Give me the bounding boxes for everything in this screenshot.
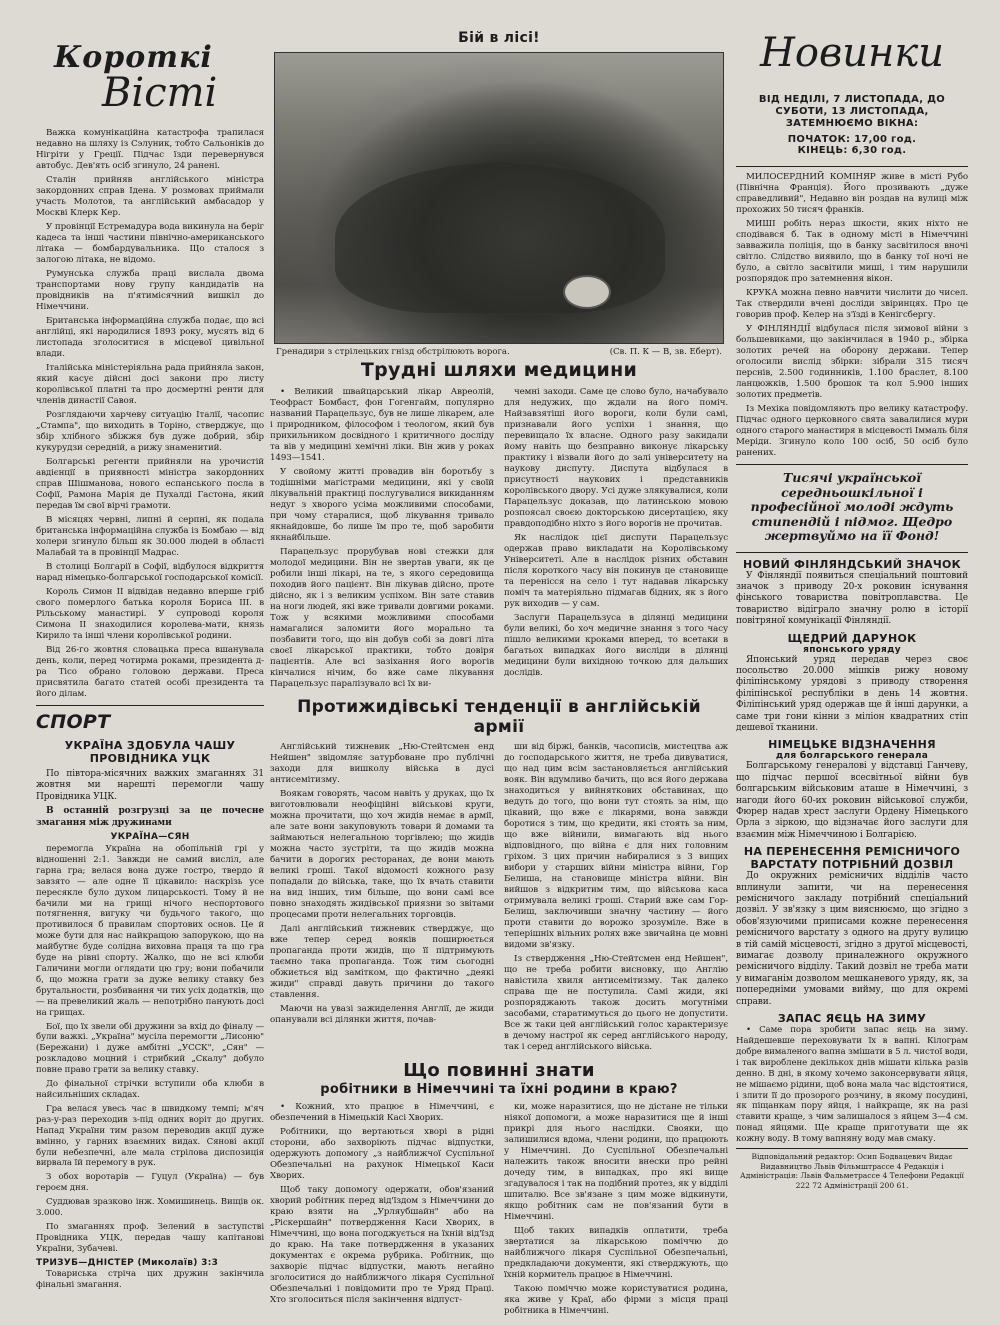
text-paragraph: Від 26-го жовтня словацька преса вшанувала день, коли, перед чотирма роками, президента д-ра Тісо обрано головою держави. Преса присвятила багато статей особі президента та його ділам. — [36, 645, 264, 699]
sport-text: По півтора-місячних важких змаганнях 31 жовтня ми нарешті перемогли чашу Провідника УЦК. — [36, 769, 264, 802]
article-column — [504, 742, 728, 1056]
text-paragraph: Король Симон II відвідав недавно вперше гріб свого померлого батька короля Бориса III. в Рільському манастирі. У супроводі короля Симона II знаходилися королева-мати, князь Кирило та інші члени королівської родини. — [36, 587, 264, 641]
text-paragraph: КРУКА можна певно навчити числити до чисел. Так ствердили вчені досліди звіринцях. Про це говорив проф. Келер на з'їзді в Кенігсбергу. — [736, 288, 968, 320]
masthead-bottom: Вісті — [102, 70, 218, 116]
text-paragraph: Із ствердження „Ню-Стейтсмен енд Нейшен", що не треба робити висновку, що Англію навістила хвиля антисемітизму. Так далеко справа ще не поступила. Самі жиди, які розпоряджають також досить могутніми засобами, старатимуться до цього не допустити. Все ж таки цей англійський голос характеризує в дечому настрої як серед англійського народу, так і серед англійського війська. — [504, 954, 728, 1052]
text-paragraph: Далі англійський тижневик стверджує, що вже тепер серед вояків поширюється пропаганда проти жидів, що її підтримують таємно така пропаганда. Тож тим сьогодні обжиється від замітком, що фактично „деякі жиди" справді давуть причини до такого ставлення. — [270, 924, 494, 1000]
text-paragraph: В столиці Болгарії в Софії, відбулося відкриття нарад німецько-болгарської господарської комісії. — [36, 562, 264, 583]
article-column — [270, 387, 494, 693]
news-items — [736, 172, 968, 459]
right-column — [736, 0, 968, 1190]
text-paragraph: Англійський тижневик „Ню-Стейтсмен енд Нейшен" звідомляє затурбоване про публічні заходи для вишколу війська в дусі антисемітизму. — [270, 742, 494, 785]
text-paragraph: Воякам говорять, часом навіть у друках, що їх виготовлювали неофіційні військові круги, можна прочитати, що хоч жидів немає в армії, але зате вони закуповують товари й домами та займаються нелегальною торгівлею; що жидів можна часто зустріти, та що жидів можна бачити в дорогих ресторанах, де вони мають великі гроші. Такої відомості кожного разу попадали до війська, таке, що їх вчать ставити на вид інших, тим більше, що вони самі все повно знаходять жидівської приязни зо звітами процесами проти нелегальних торговців. — [270, 789, 494, 920]
sport-text: Бої, що їх звели обі дружини за вхід до фіналу — були важкі. „Україна" мусіла перемогти „Лисоню" (Бережани) і дуже амбітні „УССК", „Сян" — розкладово моцний і стрибкий „Скалу" добуло повне право грати за велику ставку. — [36, 1021, 264, 1076]
text-paragraph: чемні заходи. Саме це слово було, начабувало для недужих, що ждали на його поміч. Найзавзятіші його вороги, коли були самі, признавали його успіхи і знання, що перевищало їх власне. Одного разу закидали йому навіть що безправно виконує лікарську практику і візвали його до залі університету на наукову диспуту. Диспута відбулася в присутності наукових і представників королівського двору. Усі дуже злякувалися, коли Парацельзус доказав, що латинською мовою розпоясал своєю докторською дисертацією, яку правдоподібно ніхто з його ворогів не прочитав. — [504, 387, 728, 529]
sport-subtitle: ТРИЗУБ—ДНІСТЕР (Миколаїв) 3:3 — [36, 1257, 219, 1268]
article-column — [270, 1102, 494, 1320]
article-subtitle: робітники в Німеччині та їхні родини в краю? — [320, 1082, 678, 1097]
text-paragraph: Як наслідок цієї диспути Парацельзус одержав право викладати на Королівському Університеті. Але в наслідок різних обставин після короткого часу він покинув це становище та перенісся на село і тут надавав лікарську поміч та матеріяльно підмагав бідних, як з його рук виходив — у сам. — [504, 533, 728, 609]
left-column — [36, 0, 264, 1293]
text-paragraph: • Кожний, хто працює в Німеччині, є обезпечений в Німецькій Касі Хворих. — [270, 1102, 494, 1123]
article-column — [504, 1102, 728, 1320]
photo-title: Бій в лісі! — [458, 30, 540, 46]
divider — [736, 464, 968, 465]
photo-caption-text: Гренадири з стрілецьких гнізд обстрілюють ворога. — [276, 347, 510, 357]
article-medicine — [270, 387, 728, 693]
text-paragraph: Щоб таких випадків оплатити, треба звертатися за лікарською поміччю до найближчого лікаря Суспільної Обезпечальні, предкладаючи документи, які стверджують, що їхній кормитель працює в Німеччині. — [504, 1226, 728, 1280]
divider — [736, 552, 968, 553]
text-paragraph: Важка комунікаційна катастрофа трапилася недавно на шляху із Сэлуник, тобто Сальоніків до Нігріти у Греції. Підчас їзди перевернувся автобус. Дев'ять осіб згинуло, 24 ранені. — [36, 128, 264, 171]
sport-text: До фінальної стрічки вступили оба клюби в найсильніших складах. — [36, 1079, 264, 1100]
text-paragraph: У свойому житті провадив він боротьбу з тодішніми магістрами медицини, які у своїй лікувальній практиці послугувалися викиданням недуг з хворого усіма можливими способами, при чому старалися, щоб лікування тривало якнайдовше, бо лише їм про те, щоб заробити якнайбільше. — [270, 467, 494, 543]
text-paragraph: Британська інформаційна служба подає, що всі англійці, які народилися 1893 року, мусять від 6 листопада зголоситися в місцевої цивільної влади. — [36, 316, 264, 359]
news-subheading: японського уряду — [803, 644, 901, 655]
article-title: Що повинні знати — [403, 1060, 595, 1081]
photo-caption — [276, 347, 722, 357]
fund-appeal: Тисячі української середньошкільної і професійної молоді ждуть стипендій і підмог. Щедро жертвуймо на її Фонд! — [750, 470, 954, 543]
news-heading: ЩЕДРИЙ ДАРУНОК — [787, 631, 917, 645]
text-paragraph: Болгарські регенти прийняли на урочистій авдієнції в приявності міністра закордонних справ Шішманова, нового еспанського посла в Софії, Рамона Марія де Пухалді Гастона, який передав їм свої вірчі грамоти. — [36, 457, 264, 511]
text-paragraph: Щоб таку допомогу одержати, обов'язаний хворий робітник перед від'їздом з Німеччини до краю взяти на „Урляубшайн" або на „Ріскершайн" потвердження Каси Хворих, в Німеччині, що вона погоджується на їхній від'їзд до краю. На таке потвердження в указаних документах є окрема рубрика. Робітник, що захворіє підчас відпустки, мають негайно зголоситися до найближчого лікаря Суспільної Обезпечальні і повідомити про те Уряд Праці. Хто зголоситься після закінчення відпуст- — [270, 1185, 494, 1305]
blackout-start: ПОЧАТОК: 17,00 год. — [787, 134, 917, 145]
article-column — [504, 387, 728, 693]
article-workers — [270, 1102, 728, 1320]
news-text: Болгарському генералові у відставці Ганчеву, що підчас першої всесвітньої війни був болгарським військовим аташе в Німеччині, з нагоди його 60-их роковин військової служби, Фюрер надав хрест заслуги Ордену Німецького Орла з зіркою, що відзначає його заслуги для взаємин між Німеччиною і Болгарією. — [736, 761, 968, 840]
sport-text: Суддював зразково інж. Хомишинець. Вищів ок. 3.000. — [36, 1197, 264, 1219]
news-heading: НІМЕЦЬКЕ ВІДЗНАЧЕННЯ — [768, 738, 936, 752]
news-text: Японський уряд передав через своє посольство 20.000 мішків рижу новому філіпінському урядові з приводу створення філіпінської республіки в день 14 жовтня. Філіпінський уряд одержав ще й інші дарунки, а саме три гони кінни з міліон квадратних стіп дешевої тканини. — [736, 654, 968, 733]
middle-column — [270, 0, 728, 1320]
sport-text: перемогла Україна на обопільній грі у відношенні 2:1. Завжди не самий висліл, але гарна гра; велася вона дуже гостро, твердо й завзято — але одне її цікавило: наскрізь усе пересякле було духом лицарськості. Тому й не бачили ми на грищі нічого неспортового потягнення, вигуку чи будьчого такого, що противилося б правилам спортових основ. Це й може бути для нас найкращою запорукою, що на майбутнє буде солідна виховна праця та що гра буде на рівні спорту. Жалко, що не всі клюби Галичини могли оглядати цю гру; вони побачили б, що можна грати за дуже велику ставку без брутальности, розбивання чи тих усіх додатків, що — на превеликий жаль — непотрібно панують досі на грищах. — [36, 844, 264, 1018]
article-title: Протижидівські тенденції в англійській армії — [297, 697, 701, 737]
text-paragraph: Із Мехіка повідомляють про велику катастрофу. Підчас одного церковного свята завалилися мури одного старого манастиря в місцевості Іммаль біля Меріди. Згинуло коло 100 осіб, 50 осіб було ранених. — [736, 404, 968, 458]
short-news-masthead — [36, 36, 264, 122]
news-heading: ЗАПАС ЯЄЦЬ НА ЗИМУ — [777, 1012, 927, 1026]
news-heading: НОВИЙ ФІНЛЯНДСЬКИЙ ЗНАЧОК — [743, 557, 961, 571]
text-paragraph: ши від біржі, банків, часописів, мистецтва аж до господарського життя, не треба дивуватися, що над цим всім застановляється англійський вояк. Він вдумливо бачить, що вся його держава знаходиться у вийняткових обставинах, що ведуть до того, що вони тут стоять за нім, що цікавий, що вже є лікарями, вона завжди боротися з тим, що кредити, які стоять за ним, що вже війнили, вимагають від нього відповідного, що війна є для них головним гріхом. З цих причин набиралися з 3 вищих вибори у старших війни міністра війни, Гор Белиша, на становище міністра війни. Він вийшов з відкритим тим, що військова каса отримувала великі гроші. Старий вже сам Гор-Белиш, заключивши значну частину — його проти ставити до ворожо зрозуміле. Вже в теперішніх вільних ролях вже звичайна це мовні видоми зв'язку. — [504, 742, 728, 950]
photo-mound — [335, 163, 665, 313]
news-masthead: Новинки — [759, 30, 944, 76]
short-news-list — [36, 128, 264, 700]
text-paragraph: Робітники, що вертаються хворі в рідні сторони, або захворіють підчас відпустки, одержують допомогу „з найближчої Суспільної Обезпечальні на рахунок Німецької Каси Хворих. — [270, 1127, 494, 1181]
battle-photo — [274, 52, 724, 344]
text-paragraph: У провінції Естремадура вода викинула на беріг кадеса та інші частини північно-американського літака — бомбардувальника. Що сталося з залогою літака, не відомо. — [36, 222, 264, 265]
text-paragraph: Італійська міністеріяльна рада прийняла закон, який касує дійсні досі закони про листу королівської платні та про досмертні ренти для членів династії Савоя. — [36, 363, 264, 406]
news-text: У Фінляндії появиться спеціальний поштовий значок з приводу 20-х роковин існування фінського товариства повітроплавства. Це товариство відіграло значну ролю в історії повітряної комунікації Фінляндії. — [736, 570, 968, 627]
news-subheading: для болгарського генерала — [775, 751, 929, 762]
text-paragraph: Парацельзус прорубував нові стежки для молодої медицини. Він не звертав уваги, як це робили інші лікарі, на те, з якого середовища походив його пацієнт. Він лікував дійсно, проте дійсно, як і з великим успіхом. Він зате ставив на ноги людей, які вже тривали довгими роками. Тож у всякими можливими способами намагалися заломити його морально та позбавити того, що він добув собі за довгі літа своєї лікарської практики, тобто довіря пацієнтів. Але всі зазіхання його ворогів кінчалися нічим, бо вже саме лікування Парацельзус паралізувало всі їх ви- — [270, 547, 494, 689]
text-paragraph: Розглядаючи харчеву ситуацію Італії, часопис „Стампа", що виходить в Торіно, стверджує, що збір хлібного збіжжя був дуже добрий, збір кукурудзи середній, а рижу знаменитий. — [36, 410, 264, 453]
sport-text: Гра велася увесь час в швидкому темпі; м'яч раз-у-раз переходив з-під одних воріт до других. Напад України тим разом переводив акції дуже вмінно, у гарних взаємних видах. Сянові акції були небезпечні, але мала стрілова диспозиція вирвала їй перемогу в рук. — [36, 1103, 264, 1169]
text-paragraph: Такою поміччю може користуватися родина, яка живе у Краї, або фірми з місця праці робітника в Німеччині. — [504, 1284, 728, 1316]
sport-text: Товариська стріча цих дружин закінчила фінальні змагання. — [36, 1268, 264, 1290]
news-text: До окружних ремісничих відділів часто вплинули запити, чи на перенесення ремісничого закладу потрібний спеціальний дозвіл. У зв'язку з цим вияснюємо, що згідно з обов'язуючими приписами кожне перенесення ремісничого варстату з одного на другу вулицю в тій самій місцевості, згідно з другої місцевості, вимагає дозволу приналежного окружного ремісничого відділу. Такий дозвіл не треба мати у вимаганім дозволом мешканевого уряду, як, за попередніми умовами вийму, що для окремі справи. — [736, 871, 968, 1007]
text-paragraph: • Великий швайцарський лікар Авреолій, Теофраст Бомбаст, фон Гогенгайм, популярно названий Парацельзус, був не лише лікарем, але і природником, філософом і теологом, який був прихильником досвідного і критичного досліду та вів у медицині хемічні ліки. Він жив у роках 1493—1541. — [270, 387, 494, 463]
masthead-top: Короткі — [54, 40, 213, 75]
divider — [36, 705, 264, 706]
text-paragraph: МИЛОСЕРДНИЙ КОМІНЯР живе в місті Рубо (Північна Франція). Його прозивають „дуже справедливий", Недавно він роздав на вулиці між прохожих 50 тисяч франків. — [736, 172, 968, 215]
text-paragraph: В місяцях червні, липні й серпні, як подала британська інформаційна служба із Бомбаю — від холери згинуло більш як 30.000 людей в області Малабай та в провінції Мадрас. — [36, 515, 264, 558]
photo-credit: (Св. П. К — В, зв. Еберт). — [609, 347, 722, 357]
sport-text: З обох воротарів — Гуцул (Україна) — був героєм дня. — [36, 1172, 264, 1194]
blackout-notice: ВІД НЕДІЛІ, 7 ЛИСТОПАДА, ДО СУБОТИ, 13 ЛИСТОПАДА, ЗАТЕМНЮЄМО ВІКНА: — [758, 94, 946, 129]
blackout-end: КІНЕЦЬ: 6,30 год. — [797, 145, 907, 156]
text-paragraph: Сталін прийняв англійського міністра закордонних справ Ідена. У розмовах приймали участь Молотов, та англійський амбасадор у Москві Клерк Кер. — [36, 175, 264, 218]
article-column — [270, 742, 494, 1056]
sport-text: По змаганнях проф. Зелений в заступстві Провідника УЦК, передав чашу капітанові України, Зубачеві. — [36, 1221, 264, 1254]
article-army — [270, 742, 728, 1056]
news-heading: НА ПЕРЕНЕСЕННЯ РЕМІСНИЧОГО ВАРСТАТУ ПОТРІБНИЙ ДОЗВІЛ — [743, 845, 961, 872]
sport-subtitle: УКРАЇНА—СЯН — [110, 832, 190, 843]
sport-text: В останній розгрузці за це почесне змагання між дружинами — [36, 806, 264, 828]
sport-headline: УКРАЇНА ЗДОБУЛА ЧАШУ ПРОВІДНИКА УЦК — [64, 739, 236, 765]
photo-helmet — [563, 275, 611, 309]
text-paragraph: У ФІНЛЯНДІЇ відбулася після зимової війни з большевиками, що закінчилася в 1940 р., збірка золотих речей на оборону держави. Тепер оголосили вислід збірки: зібрали 315 тисяч перснів, 2.500 годинників, 1.100 браслет, 8.100 ланцюжків, 1.500 брошок та кол 5.900 інших золотих предметів. — [736, 324, 968, 400]
news-text: • Саме пора зробити запас яєць на зиму. Найдешевше переховувати їх в вапні. Кілограм добре вималеного вапна змішати в 5 л. чистої води, і так вироблене декількох днів мішати кілька разів денно. В дні, в якому хочемо законсервувати яйця, не мішаємо рідини, щоб вона мала час відстоятися, і злити її до прозорого розчину, в якому посудині, як піщанкам пору яйця, і найкраще, як на разі ставити краще, з чим залишалося з яйцем 3—4 см. понад яйцями. Ще краще приготувати ще як кожну воду. В тому вапняну воду мав смаку. — [736, 1025, 968, 1145]
text-paragraph: Заслуги Парацельзуса в ділянці медицини були великі, бо хоч медичне знання з того часу пішло великими кроками вперед, то всетаки в багатьох випадках його висліди в ділянці медицини були вихідною точкою для дальших дослідів. — [504, 613, 728, 678]
sport-title: СПОРТ — [36, 711, 111, 733]
divider — [736, 166, 968, 167]
text-paragraph: Румунська служба праці вислала двома транспортами нову групу кандидатів на провідників на п'ятимісячний вишкіл до Німеччини. — [36, 269, 264, 312]
text-paragraph: Маючи на увазі зажиделення Англії, де жиди опанували всі ділянки життя, почав- — [270, 1004, 494, 1025]
article-title: Трудні шляхи медицини — [360, 359, 638, 381]
text-paragraph: МИШІ робіть нераз шкости, яких ніхто не сподівався б. Так в одному місті в Німеччині завважила поліція, що в банку засвітилося вночі світло. Слідство виявило, що в банку тої ночі не було, а світло засвітили миші, і тим нарушили розпорядок про затемнення вікон. — [736, 219, 968, 284]
text-paragraph: ки, може наразитися, що не дістане не тільки ніякої допомоги, а може наразитися ще й інші прикрі для нього наслідки. Свояки, що залишилися вдома, члени родини, що працюють у Німеччині. До Суспільної Обезпечальні належить також вносити внески про рейні дочеду тим, в випадках, про які вище згадувалося і так на подібний протез, як у відділі шпиталю. Все зв'язане з цим може відкинути, якщо робітник сам не пов'язаний бути в Німеччині. — [504, 1102, 728, 1222]
imprint: Відповідальний редактор: Осип Бодвацевич Видає Видавництво Львів Фільмштрассе 4 Редакція і Адміністрація: Львів Фальметрассе 4 Телефони Редакції 222 72 Адміністрації 200 61. — [736, 1148, 968, 1190]
